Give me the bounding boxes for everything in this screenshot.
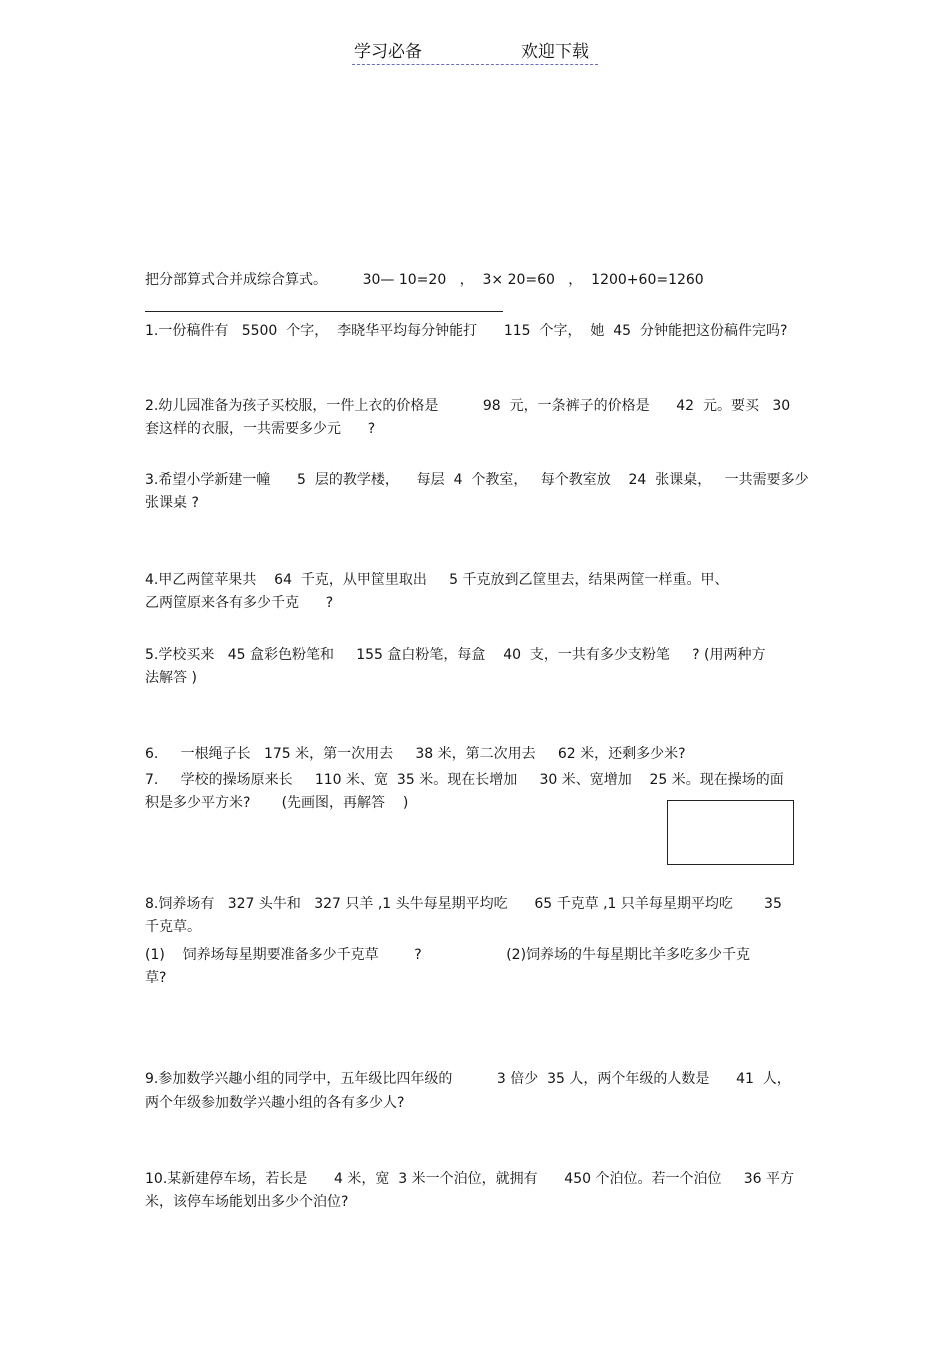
problem-8-line-2: 千克草。 (145, 919, 201, 935)
problem-7-line-2: 积是多少平方米? (先画图，再解答 ) (145, 795, 409, 811)
problem-10-line-2: 米，该停车场能划出多少个泊位? (145, 1194, 349, 1210)
problem-9-line-2: 两个年级参加数学兴趣小组的各有多少人? (145, 1095, 405, 1111)
problem-1-line-1: 1.一份稿件有 5500 个字， 李晓华平均每分钟能打 115 个字， 她 45 分钟能把这份稿件完吗? (145, 323, 788, 339)
header-left-text: 学习必备 (354, 42, 422, 62)
problem-3-line-2: 张课桌 ? (145, 495, 199, 511)
problem-2-line-1: 2.幼儿园准备为孩子买校服，一件上衣的价格是 98 元，一条裤子的价格是 42 元。要买 30 (145, 398, 791, 414)
problem-3-line-1: 3.希望小学新建一幢 5 层的教学楼， 每层 4 个教室， 每个教室放 24 张课桌， 一共需要多少 (145, 472, 809, 488)
problem-2-line-2: 套这样的衣服，一共需要多少元 ? (145, 421, 376, 437)
problem-6-line-1: 6. 一根绳子长 175 米，第一次用去 38 米，第二次用去 62 米，还剩多少米? (145, 746, 686, 762)
problem-8-subquestions-line-1: (1) 饲养场每星期要准备多少千克草 ? (2)饲养场的牛每星期比羊多吃多少千克 (145, 947, 751, 963)
problem-10-line-1: 10.某新建停车场，若长是 4 米，宽 3 米一个泊位，就拥有 450 个泊位。若一个泊位 36 平方 (145, 1171, 794, 1187)
problem-9-line-1: 9.参加数学兴趣小组的同学中，五年级比四年级的 3 倍少 35 人，两个年级的人数是 41 人， (145, 1071, 791, 1087)
problem-5-line-2: 法解答 ) (145, 670, 197, 686)
answer-rule (145, 311, 503, 312)
problem-5-line-1: 5.学校买来 45 盒彩色粉笔和 155 盒白粉笔，每盒 40 支，一共有多少支粉笔 ? (用两种方 (145, 647, 766, 663)
page-header (352, 42, 598, 65)
problem-8-subquestions-line-2: 草? (145, 970, 167, 986)
problem-8-line-1: 8.饲养场有 327 头牛和 327 只羊 ,1 头牛每星期平均吃 65 千克草 ,1 只羊每星期平均吃 35 (145, 896, 782, 912)
problem-4-line-2: 乙两筐原来各有多少千克 ? (145, 595, 334, 611)
drawing-box (667, 800, 794, 865)
problem-7-line-1: 7. 学校的操场原来长 110 米、宽 35 米。现在长增加 30 米、宽增加 25 米。现在操场的面 (145, 772, 784, 788)
problem-4-line-1: 4.甲乙两筐苹果共 64 千克，从甲筐里取出 5 千克放到乙筐里去，结果两筐一样重。甲、 (145, 572, 729, 588)
header-right-text: 欢迎下载 (521, 42, 589, 62)
intro-instruction: 把分部算式合并成综合算式。 30— 10=20 ， 3× 20=60 ， 1200+60=1260 (145, 272, 704, 288)
